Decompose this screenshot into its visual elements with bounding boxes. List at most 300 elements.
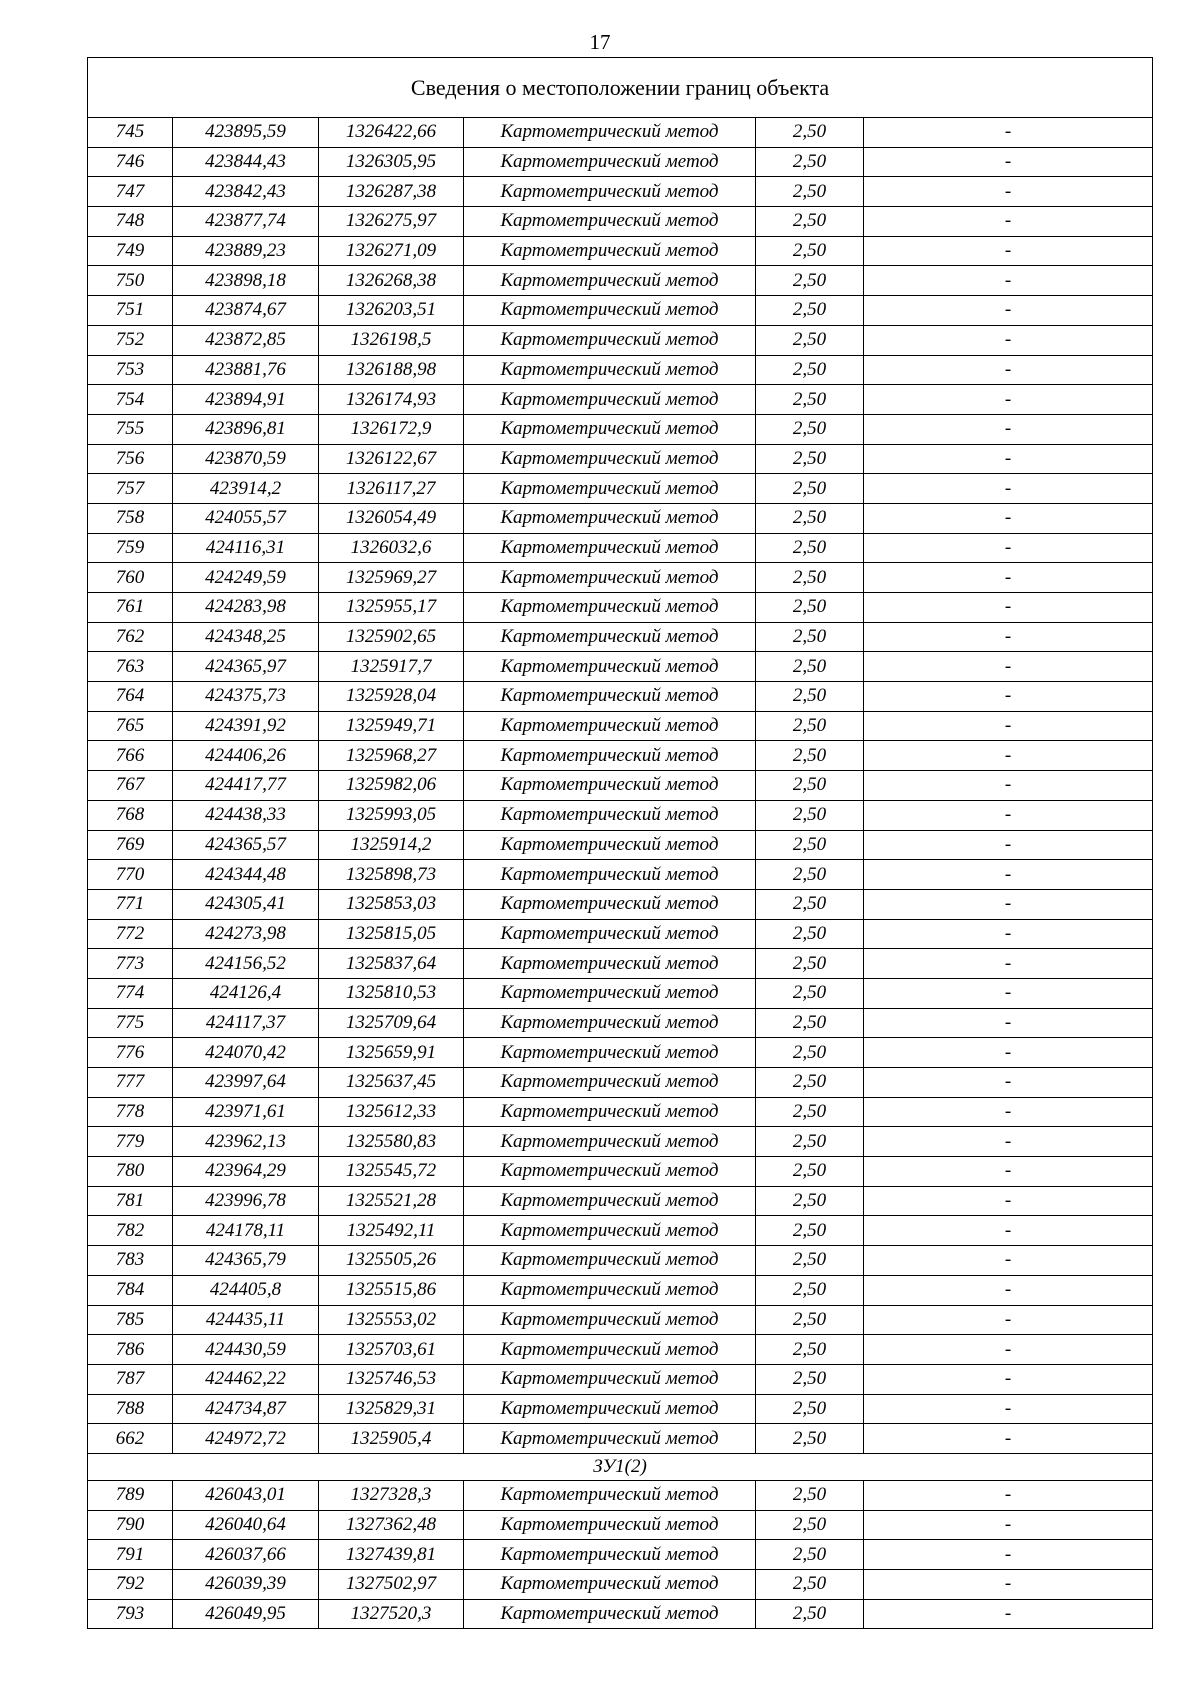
x-coordinate-cell: 423962,13 <box>173 1127 319 1157</box>
accuracy-cell: 2,50 <box>756 1364 864 1394</box>
description-cell: - <box>864 800 1153 830</box>
y-coordinate-cell: 1325969,27 <box>319 563 464 593</box>
table-row <box>88 1364 1153 1394</box>
y-coordinate-cell: 1325982,06 <box>319 771 464 801</box>
accuracy-cell: 2,50 <box>756 949 864 979</box>
description-cell: - <box>864 1157 1153 1187</box>
x-coordinate-cell: 424391,92 <box>173 711 319 741</box>
method-cell: Картометрический метод <box>464 593 756 623</box>
description-cell: - <box>864 593 1153 623</box>
y-coordinate-cell: 1326203,51 <box>319 296 464 326</box>
point-number-cell: 783 <box>88 1246 173 1276</box>
method-cell: Картометрический метод <box>464 147 756 177</box>
accuracy-cell: 2,50 <box>756 503 864 533</box>
x-coordinate-cell: 424462,22 <box>173 1364 319 1394</box>
description-cell: - <box>864 1275 1153 1305</box>
accuracy-cell: 2,50 <box>756 741 864 771</box>
method-cell: Картометрический метод <box>464 236 756 266</box>
description-cell: - <box>864 711 1153 741</box>
table-row <box>88 147 1153 177</box>
method-cell: Картометрический метод <box>464 622 756 652</box>
method-cell: Картометрический метод <box>464 355 756 385</box>
table-row <box>88 385 1153 415</box>
description-cell: - <box>864 1480 1153 1510</box>
x-coordinate-cell: 423870,59 <box>173 444 319 474</box>
accuracy-cell: 2,50 <box>756 474 864 504</box>
table-row <box>88 741 1153 771</box>
x-coordinate-cell: 423896,81 <box>173 414 319 444</box>
method-cell: Картометрический метод <box>464 1157 756 1187</box>
x-coordinate-cell: 424116,31 <box>173 533 319 563</box>
x-coordinate-cell: 424344,48 <box>173 860 319 890</box>
section-label: ЗУ1(2) <box>88 1453 1153 1480</box>
table-row <box>88 1157 1153 1187</box>
y-coordinate-cell: 1326275,97 <box>319 207 464 237</box>
method-cell: Картометрический метод <box>464 1127 756 1157</box>
x-coordinate-cell: 423964,29 <box>173 1157 319 1187</box>
point-number-cell: 759 <box>88 533 173 563</box>
description-cell: - <box>864 1097 1153 1127</box>
x-coordinate-cell: 423874,67 <box>173 296 319 326</box>
table-row <box>88 207 1153 237</box>
x-coordinate-cell: 423844,43 <box>173 147 319 177</box>
point-number-cell: 780 <box>88 1157 173 1187</box>
table-row <box>88 800 1153 830</box>
x-coordinate-cell: 423898,18 <box>173 266 319 296</box>
table-row <box>88 1305 1153 1335</box>
table-row <box>88 830 1153 860</box>
method-cell: Картометрический метод <box>464 1097 756 1127</box>
x-coordinate-cell: 424365,79 <box>173 1246 319 1276</box>
y-coordinate-cell: 1325580,83 <box>319 1127 464 1157</box>
description-cell: - <box>864 1394 1153 1424</box>
x-coordinate-cell: 424070,42 <box>173 1038 319 1068</box>
point-number-cell: 772 <box>88 919 173 949</box>
table-row <box>88 1216 1153 1246</box>
point-number-cell: 777 <box>88 1068 173 1098</box>
method-cell: Картометрический метод <box>464 1186 756 1216</box>
description-cell: - <box>864 1364 1153 1394</box>
table-row <box>88 978 1153 1008</box>
accuracy-cell: 2,50 <box>756 533 864 563</box>
accuracy-cell: 2,50 <box>756 830 864 860</box>
table-row <box>88 1008 1153 1038</box>
y-coordinate-cell: 1327502,97 <box>319 1570 464 1600</box>
accuracy-cell: 2,50 <box>756 1157 864 1187</box>
x-coordinate-cell: 424405,8 <box>173 1275 319 1305</box>
method-cell: Картометрический метод <box>464 503 756 533</box>
x-coordinate-cell: 423971,61 <box>173 1097 319 1127</box>
description-cell: - <box>864 1335 1153 1365</box>
accuracy-cell: 2,50 <box>756 118 864 148</box>
table-row <box>88 889 1153 919</box>
accuracy-cell: 2,50 <box>756 1246 864 1276</box>
method-cell: Картометрический метод <box>464 1246 756 1276</box>
y-coordinate-cell: 1325993,05 <box>319 800 464 830</box>
y-coordinate-cell: 1325709,64 <box>319 1008 464 1038</box>
x-coordinate-cell: 426039,39 <box>173 1570 319 1600</box>
method-cell: Картометрический метод <box>464 266 756 296</box>
accuracy-cell: 2,50 <box>756 800 864 830</box>
table-row <box>88 771 1153 801</box>
point-number-cell: 776 <box>88 1038 173 1068</box>
point-number-cell: 747 <box>88 177 173 207</box>
y-coordinate-cell: 1327362,48 <box>319 1510 464 1540</box>
table-row <box>88 414 1153 444</box>
description-cell: - <box>864 1424 1153 1454</box>
x-coordinate-cell: 424156,52 <box>173 949 319 979</box>
point-number-cell: 754 <box>88 385 173 415</box>
method-cell: Картометрический метод <box>464 1008 756 1038</box>
accuracy-cell: 2,50 <box>756 563 864 593</box>
description-cell: - <box>864 444 1153 474</box>
accuracy-cell: 2,50 <box>756 1216 864 1246</box>
method-cell: Картометрический метод <box>464 563 756 593</box>
point-number-cell: 789 <box>88 1480 173 1510</box>
method-cell: Картометрический метод <box>464 207 756 237</box>
accuracy-cell: 2,50 <box>756 978 864 1008</box>
method-cell: Картометрический метод <box>464 118 756 148</box>
x-coordinate-cell: 424438,33 <box>173 800 319 830</box>
description-cell: - <box>864 889 1153 919</box>
x-coordinate-cell: 426040,64 <box>173 1510 319 1540</box>
point-number-cell: 761 <box>88 593 173 623</box>
y-coordinate-cell: 1326271,09 <box>319 236 464 266</box>
description-cell: - <box>864 622 1153 652</box>
table-row <box>88 593 1153 623</box>
table-row <box>88 355 1153 385</box>
point-number-cell: 751 <box>88 296 173 326</box>
x-coordinate-cell: 424365,97 <box>173 652 319 682</box>
accuracy-cell: 2,50 <box>756 889 864 919</box>
method-cell: Картометрический метод <box>464 682 756 712</box>
y-coordinate-cell: 1325955,17 <box>319 593 464 623</box>
description-cell: - <box>864 503 1153 533</box>
method-cell: Картометрический метод <box>464 474 756 504</box>
accuracy-cell: 2,50 <box>756 1068 864 1098</box>
x-coordinate-cell: 424365,57 <box>173 830 319 860</box>
y-coordinate-cell: 1325515,86 <box>319 1275 464 1305</box>
point-number-cell: 756 <box>88 444 173 474</box>
accuracy-cell: 2,50 <box>756 1127 864 1157</box>
description-cell: - <box>864 1127 1153 1157</box>
point-number-cell: 767 <box>88 771 173 801</box>
point-number-cell: 793 <box>88 1599 173 1629</box>
description-cell: - <box>864 414 1153 444</box>
x-coordinate-cell: 424305,41 <box>173 889 319 919</box>
accuracy-cell: 2,50 <box>756 414 864 444</box>
y-coordinate-cell: 1325949,71 <box>319 711 464 741</box>
y-coordinate-cell: 1325545,72 <box>319 1157 464 1187</box>
point-number-cell: 791 <box>88 1540 173 1570</box>
accuracy-cell: 2,50 <box>756 177 864 207</box>
point-number-cell: 765 <box>88 711 173 741</box>
accuracy-cell: 2,50 <box>756 296 864 326</box>
y-coordinate-cell: 1326422,66 <box>319 118 464 148</box>
y-coordinate-cell: 1326174,93 <box>319 385 464 415</box>
y-coordinate-cell: 1325917,7 <box>319 652 464 682</box>
y-coordinate-cell: 1326117,27 <box>319 474 464 504</box>
y-coordinate-cell: 1325968,27 <box>319 741 464 771</box>
x-coordinate-cell: 424273,98 <box>173 919 319 949</box>
accuracy-cell: 2,50 <box>756 325 864 355</box>
table-row <box>88 1335 1153 1365</box>
y-coordinate-cell: 1325746,53 <box>319 1364 464 1394</box>
x-coordinate-cell: 424375,73 <box>173 682 319 712</box>
x-coordinate-cell: 423842,43 <box>173 177 319 207</box>
description-cell: - <box>864 919 1153 949</box>
description-cell: - <box>864 1216 1153 1246</box>
method-cell: Картометрический метод <box>464 1480 756 1510</box>
x-coordinate-cell: 424435,11 <box>173 1305 319 1335</box>
accuracy-cell: 2,50 <box>756 1540 864 1570</box>
point-number-cell: 784 <box>88 1275 173 1305</box>
y-coordinate-cell: 1325637,45 <box>319 1068 464 1098</box>
method-cell: Картометрический метод <box>464 711 756 741</box>
accuracy-cell: 2,50 <box>756 385 864 415</box>
accuracy-cell: 2,50 <box>756 1394 864 1424</box>
accuracy-cell: 2,50 <box>756 1510 864 1540</box>
description-cell: - <box>864 355 1153 385</box>
description-cell: - <box>864 830 1153 860</box>
method-cell: Картометрический метод <box>464 1394 756 1424</box>
y-coordinate-cell: 1326287,38 <box>319 177 464 207</box>
table-row <box>88 444 1153 474</box>
description-cell: - <box>864 474 1153 504</box>
x-coordinate-cell: 424178,11 <box>173 1216 319 1246</box>
description-cell: - <box>864 325 1153 355</box>
y-coordinate-cell: 1325815,05 <box>319 919 464 949</box>
accuracy-cell: 2,50 <box>756 147 864 177</box>
description-cell: - <box>864 1038 1153 1068</box>
y-coordinate-cell: 1325902,65 <box>319 622 464 652</box>
method-cell: Картометрический метод <box>464 1305 756 1335</box>
y-coordinate-cell: 1326172,9 <box>319 414 464 444</box>
method-cell: Картометрический метод <box>464 1275 756 1305</box>
x-coordinate-cell: 423895,59 <box>173 118 319 148</box>
y-coordinate-cell: 1325703,61 <box>319 1335 464 1365</box>
point-number-cell: 757 <box>88 474 173 504</box>
x-coordinate-cell: 424417,77 <box>173 771 319 801</box>
accuracy-cell: 2,50 <box>756 860 864 890</box>
table-row <box>88 1540 1153 1570</box>
table-row <box>88 177 1153 207</box>
x-coordinate-cell: 424348,25 <box>173 622 319 652</box>
description-cell: - <box>864 296 1153 326</box>
x-coordinate-cell: 424734,87 <box>173 1394 319 1424</box>
point-number-cell: 758 <box>88 503 173 533</box>
method-cell: Картометрический метод <box>464 1540 756 1570</box>
description-cell: - <box>864 949 1153 979</box>
x-coordinate-cell: 424430,59 <box>173 1335 319 1365</box>
y-coordinate-cell: 1325810,53 <box>319 978 464 1008</box>
table-row <box>88 1570 1153 1600</box>
method-cell: Картометрический метод <box>464 741 756 771</box>
point-number-cell: 781 <box>88 1186 173 1216</box>
x-coordinate-cell: 424972,72 <box>173 1424 319 1454</box>
x-coordinate-cell: 424117,37 <box>173 1008 319 1038</box>
method-cell: Картометрический метод <box>464 771 756 801</box>
x-coordinate-cell: 424406,26 <box>173 741 319 771</box>
y-coordinate-cell: 1327439,81 <box>319 1540 464 1570</box>
accuracy-cell: 2,50 <box>756 1186 864 1216</box>
point-number-cell: 746 <box>88 147 173 177</box>
description-cell: - <box>864 978 1153 1008</box>
x-coordinate-cell: 424055,57 <box>173 503 319 533</box>
description-cell: - <box>864 1599 1153 1629</box>
table-row <box>88 503 1153 533</box>
point-number-cell: 749 <box>88 236 173 266</box>
description-cell: - <box>864 533 1153 563</box>
point-number-cell: 771 <box>88 889 173 919</box>
table-row <box>88 1275 1153 1305</box>
point-number-cell: 755 <box>88 414 173 444</box>
method-cell: Картометрический метод <box>464 177 756 207</box>
table-row <box>88 1394 1153 1424</box>
accuracy-cell: 2,50 <box>756 652 864 682</box>
point-number-cell: 787 <box>88 1364 173 1394</box>
point-number-cell: 786 <box>88 1335 173 1365</box>
accuracy-cell: 2,50 <box>756 1424 864 1454</box>
accuracy-cell: 2,50 <box>756 1038 864 1068</box>
method-cell: Картометрический метод <box>464 1424 756 1454</box>
table-row <box>88 1480 1153 1510</box>
point-number-cell: 774 <box>88 978 173 1008</box>
accuracy-cell: 2,50 <box>756 622 864 652</box>
x-coordinate-cell: 423914,2 <box>173 474 319 504</box>
table-row <box>88 1127 1153 1157</box>
table-row <box>88 325 1153 355</box>
y-coordinate-cell: 1325492,11 <box>319 1216 464 1246</box>
point-number-cell: 792 <box>88 1570 173 1600</box>
accuracy-cell: 2,50 <box>756 711 864 741</box>
method-cell: Картометрический метод <box>464 1570 756 1600</box>
accuracy-cell: 2,50 <box>756 355 864 385</box>
accuracy-cell: 2,50 <box>756 444 864 474</box>
x-coordinate-cell: 423881,76 <box>173 355 319 385</box>
description-cell: - <box>864 1305 1153 1335</box>
table-row <box>88 652 1153 682</box>
table-row <box>88 1424 1153 1454</box>
description-cell: - <box>864 1570 1153 1600</box>
table-row <box>88 563 1153 593</box>
description-cell: - <box>864 118 1153 148</box>
table-row <box>88 296 1153 326</box>
method-cell: Картометрический метод <box>464 414 756 444</box>
point-number-cell: 763 <box>88 652 173 682</box>
x-coordinate-cell: 424126,4 <box>173 978 319 1008</box>
table-row <box>88 1068 1153 1098</box>
accuracy-cell: 2,50 <box>756 1335 864 1365</box>
table-row <box>88 860 1153 890</box>
description-cell: - <box>864 385 1153 415</box>
table-row <box>88 682 1153 712</box>
point-number-cell: 769 <box>88 830 173 860</box>
y-coordinate-cell: 1325905,4 <box>319 1424 464 1454</box>
accuracy-cell: 2,50 <box>756 1480 864 1510</box>
table-row <box>88 1038 1153 1068</box>
table-row <box>88 1097 1153 1127</box>
point-number-cell: 773 <box>88 949 173 979</box>
point-number-cell: 770 <box>88 860 173 890</box>
y-coordinate-cell: 1325829,31 <box>319 1394 464 1424</box>
x-coordinate-cell: 426037,66 <box>173 1540 319 1570</box>
method-cell: Картометрический метод <box>464 1510 756 1540</box>
method-cell: Картометрический метод <box>464 533 756 563</box>
point-number-cell: 662 <box>88 1424 173 1454</box>
page-number: 17 <box>589 30 611 54</box>
accuracy-cell: 2,50 <box>756 593 864 623</box>
method-cell: Картометрический метод <box>464 860 756 890</box>
description-cell: - <box>864 1540 1153 1570</box>
y-coordinate-cell: 1326268,38 <box>319 266 464 296</box>
description-cell: - <box>864 177 1153 207</box>
section-row <box>88 1453 1153 1480</box>
description-cell: - <box>864 1008 1153 1038</box>
point-number-cell: 775 <box>88 1008 173 1038</box>
method-cell: Картометрический метод <box>464 1038 756 1068</box>
x-coordinate-cell: 424249,59 <box>173 563 319 593</box>
y-coordinate-cell: 1325853,03 <box>319 889 464 919</box>
description-cell: - <box>864 741 1153 771</box>
description-cell: - <box>864 1246 1153 1276</box>
method-cell: Картометрический метод <box>464 1068 756 1098</box>
x-coordinate-cell: 423872,85 <box>173 325 319 355</box>
method-cell: Картометрический метод <box>464 1364 756 1394</box>
table-title-row <box>88 58 1153 118</box>
point-number-cell: 788 <box>88 1394 173 1424</box>
accuracy-cell: 2,50 <box>756 919 864 949</box>
accuracy-cell: 2,50 <box>756 236 864 266</box>
method-cell: Картометрический метод <box>464 800 756 830</box>
method-cell: Картометрический метод <box>464 444 756 474</box>
table-row <box>88 236 1153 266</box>
description-cell: - <box>864 682 1153 712</box>
x-coordinate-cell: 424283,98 <box>173 593 319 623</box>
y-coordinate-cell: 1325505,26 <box>319 1246 464 1276</box>
x-coordinate-cell: 426049,95 <box>173 1599 319 1629</box>
method-cell: Картометрический метод <box>464 978 756 1008</box>
y-coordinate-cell: 1326054,49 <box>319 503 464 533</box>
point-number-cell: 762 <box>88 622 173 652</box>
point-number-cell: 790 <box>88 1510 173 1540</box>
accuracy-cell: 2,50 <box>756 771 864 801</box>
point-number-cell: 750 <box>88 266 173 296</box>
table-row <box>88 266 1153 296</box>
point-number-cell: 748 <box>88 207 173 237</box>
x-coordinate-cell: 423894,91 <box>173 385 319 415</box>
point-number-cell: 768 <box>88 800 173 830</box>
table-row <box>88 1246 1153 1276</box>
point-number-cell: 785 <box>88 1305 173 1335</box>
description-cell: - <box>864 1186 1153 1216</box>
description-cell: - <box>864 147 1153 177</box>
method-cell: Картометрический метод <box>464 325 756 355</box>
point-number-cell: 779 <box>88 1127 173 1157</box>
y-coordinate-cell: 1325928,04 <box>319 682 464 712</box>
method-cell: Картометрический метод <box>464 919 756 949</box>
accuracy-cell: 2,50 <box>756 266 864 296</box>
table-row <box>88 118 1153 148</box>
method-cell: Картометрический метод <box>464 949 756 979</box>
x-coordinate-cell: 423889,23 <box>173 236 319 266</box>
description-cell: - <box>864 563 1153 593</box>
y-coordinate-cell: 1327520,3 <box>319 1599 464 1629</box>
accuracy-cell: 2,50 <box>756 1570 864 1600</box>
y-coordinate-cell: 1325837,64 <box>319 949 464 979</box>
table-row <box>88 1510 1153 1540</box>
table-row <box>88 711 1153 741</box>
